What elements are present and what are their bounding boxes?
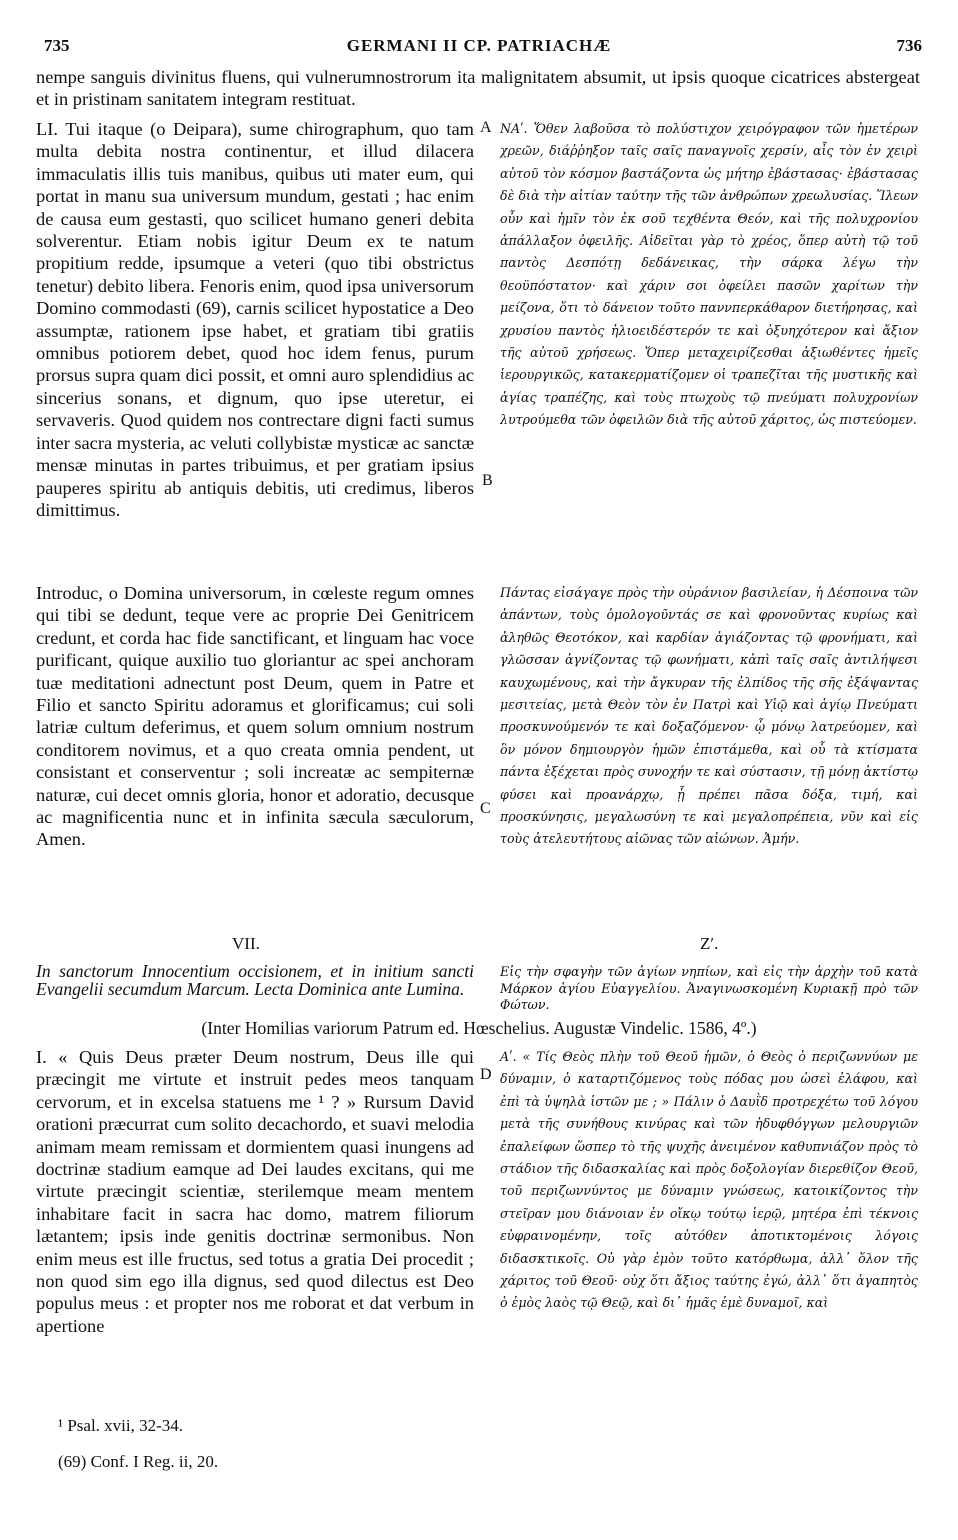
- running-title: GERMANI II CP. PATRIACHÆ: [346, 36, 612, 55]
- page-number-right: 736: [896, 36, 922, 55]
- homily-number-greek: Ζʹ.: [700, 934, 719, 953]
- homily-greek-text: Αʹ. « Τίς Θεὸς πλὴν τοῦ Θεοῦ ἡμῶν, ὁ Θεὸς ὁ περιζωννύων με δύναμιν, ὁ καταρτιζόμενος τοὺς πόδας μου ὡσεὶ ἐλάφου, καὶ ἐπὶ τὰ ὑψηλὰ ἱστῶν με ; » Πάλιν ὁ Δαυῒδ προτρεχέτω τοῦ λόγου μετὰ τῆς συνήθους κινύρας καὶ τῶν ἡδυφθόγγων μελουργιῶν ἐπαλείφων ὥσπερ τὸ τῆς ψυχῆς ἀνειμένον καθυπνιάζον πρὸς τὸ στάδιον τῆς διδασκαλίας καὶ πρὸς δοξολογίαν διερεθίζον Θεοῦ, τοῦ περιζωννύντος με δύναμιν γνώσεως, κατοικίζοντος τὴν στεῖραν μου διάνοιαν ἐν οἴκῳ τούτῳ ἱερῷ, μητέρα ἐπὶ τέκνοις εὐφραινομένην, τοῖς αὐτόθεν ἀποτικτομένοις λόγοις διδασκτικοῖς. Οὐ γὰρ ἐμὸν τοῦτο κατόρθωμα, ἀλλ᾿ ὅλον τῆς χάριτος τοῦ Θεοῦ· οὐχ ὅτι ἄξιος ταύτης ἐγώ, ἀλλ᾿ ὅτι ἀγαπητὸς ὁ ἐμὸς λαὸς τῷ Θεῷ, καὶ δι᾿ ἡμᾶς ἐμὲ δυναμοῖ, καὶ: [500, 1049, 918, 1311]
- margin-mark-a: A: [480, 119, 492, 136]
- homily-number-latin: VII.: [232, 934, 260, 953]
- page-number-left: 735: [44, 36, 70, 55]
- footnote-1: ¹ Psal. xvii, 32-34.: [58, 1416, 184, 1435]
- homily-title-latin: In sanctorum Innocentium occisionem, et in initium sancti Evangelii secumdum Marcum. Lecta Dominica ante Lumina.: [36, 961, 474, 999]
- section-51-latin: LI. Tui itaque (o Deipara), sume chirographum, quo tam multa debita nostra continentur, et illud dilacera immaculatis illis tuis manibus, quibus uti mater eum, qui portat in manu sua universum mundum, gestati ; hac enim de causa eum gestasti, quo scilicet humano generi debita solverentur. Etiam nobis igitur Deum ex te natum propitium redde, ipsumque a veteri (quo tibi obstrictus tenetur) debito libera. Fenoris enim, quod ipsa universorum Domino commodasti (69), carnis scilicet hypostatice a Deo assumptæ, rationem ipse habet, et gratiam tibi gratiis omnibus potiorem debet, quod hoc idem fenus, purum prorsus supra quam dici possit, et omni auro splendidius ac sincerius sonans, et dignum, quo ipse uteretur, ei servaveris. Quod quidem nos contrectare digni facti sumus inter sacra mysteria, ac veluti collybistæ mysticæ ac sanctæ mensæ minutas in partes tribuimus, et per gratiam ipsius pauperes spiritu ab antiquis debitis, uti credimus, liberos dimittimus.: [36, 119, 474, 520]
- footnote-69: (69) Conf. I Reg. ii, 20.: [58, 1452, 219, 1471]
- section-final-greek: Πάντας εἰσάγαγε πρὸς τὴν οὐράνιον βασιλείαν, ἡ Δέσποινα τῶν ἁπάντων, τοὺς ὁμολογοῦντάς σε καὶ φρονοῦντας κυρίως καὶ ἀληθῶς Θεοτόκον, καὶ καρδίαν ἁγιάζοντας τῷ φρονήματι, καὶ γλῶσσαν ἁγνίζοντας τῷ φωνήματι, κἀπὶ ταῖς σαῖς ἀντιλήψεσι καυχωμένους, καὶ τὴν ἄγκυραν τῆς ἐλπίδος τῆς σῆς ἐξάψαντας μεσιτείας, μετὰ Θεὸν τὸν ἐν Πατρὶ καὶ Υἱῷ καὶ ἁγίῳ Πνεύματι προσκυνούμενόν τε καὶ δοξαζόμενον· ᾧ μόνῳ λατρεύομεν, καὶ ὃν μόνον δημιουργὸν ἡμῶν ἐπιστάμεθα, καὶ οὗ τὰ κτίσματα πάντα ἐξέχεται πρὸς συνοχήν τε καὶ σύστασιν, τῇ μόνῃ ἀκτίστῳ φύσει καὶ προανάρχῳ, ᾗ πρέπει πᾶσα δόξα, τιμή, καὶ προσκύνησις, μεγαλωσύνη τε καὶ μεγαλοπρέπεια, νῦν καὶ εἰς τοὺς ἀτελευτήτους αἰῶνας τῶν αἰώνων. Ἀμήν.: [500, 585, 918, 847]
- margin-mark-b: B: [482, 472, 493, 489]
- section-51-greek: ΝΑʹ. Ὅθεν λαβοῦσα τὸ πολύστιχον χειρόγραφον τῶν ἡμετέρων χρεῶν, διάῤῥηξον ταῖς σαῖς παναγνοῖς χερσίν, αἷς τὸν ἐν χειρὶ αὐτοῦ τὸν κόσμον βαστάζοντα ὡς μήτηρ ἐβάστασας· ἐβάστασας δὲ διὰ τὴν αἰτίαν ταύτην τῆς τῶν ἀνθρώπων χρεωλυσίας. Ἵλεων οὖν καὶ ἡμῖν τὸν ἐκ σοῦ τεχθέντα Θεόν, καὶ τῆς πολυχρονίου ἀπάλλαξον ὀφειλῆς. Αἰδεῖται γὰρ τὸ χρέος, ὅπερ αὐτὴ τῷ τοῦ παντὸς Δεσπότῃ δεδάνεικας, τὴν σάρκα λέγω τὴν θεοϋπόστατον· καὶ χάριν σοι ὀφείλει πασῶν χαρίτων τὴν μείζονα, ὅτι τὸ δάνειον τοῦτο παννπερκάθαρον διετήρησας, καὶ χρυσίου παντὸς ἡλιοειδέστερόν τε καὶ ὀξυηχότερον καὶ ἄξιον τῆς αὐτοῦ χρήσεως. Ὅπερ μεταχειρίζεσθαι ἀξιωθέντες ἡμεῖς ἱερουργικῶς, κατακερματίζομεν οἱ τραπεζῖται τῆς μυστικῆς καὶ ἁγίας τραπέζης, καὶ τοὺς πτωχοὺς τῷ πνεύματι πολυχρονίων λυτρούμεθα τῶν ὀφειλῶν διὰ τῆς αὐτοῦ χάριτος, ὡς πιστεύομεν.: [500, 121, 918, 428]
- homily-title-greek: Εἰς τὴν σφαγὴν τῶν ἁγίων νηπίων, καὶ εἰς τὴν ἀρχὴν τοῦ κατὰ Μάρκον ἁγίου Εὐαγγελίου. Ἀναγινωσκομένη Κυριακῇ πρὸ τῶν Φώτων.: [500, 964, 918, 1012]
- intro-paragraph: nempe sanguis divinitus fluens, qui vulnerumnostrorum ita malignitatem absumit, ut ipsis quoque cicatrices abstergeat et in pristinam sanitatem integram restituat.: [36, 67, 920, 109]
- edition-source-note: (Inter Homilias variorum Patrum ed. Hœschelius. Augustæ Vindelic. 1586, 4º.): [201, 1018, 757, 1038]
- margin-mark-d: D: [480, 1066, 492, 1083]
- homily-latin-text: I. « Quis Deus præter Deum nostrum, Deus ille qui præcingit me virtute et instruit pedes meos tanquam cervorum, et in excelsa statuens me ¹ ? » Rursum David orationi præcurrat cum solito decachordo, et suavi melodia animam meam remissam et dormientem quasi inungens ad doctrinæ stadium eamque ad Dei laudes excitans, qui me virtute præcingit scientiæ, sterilemque meam mentem inhabitare facit in sacra hac domo, matrem filiorum lætantem; ipsis inde genitis doctrinæ sermonibus. Non enim meus est ille fructus, sed totus a gratia Dei procedit ; non quod sim ego illa dignus, sed quod dilectus est Deo populus meus : et propter nos me roborat et dat verbum in apertione: [36, 1047, 474, 1336]
- margin-mark-c: C: [480, 800, 491, 817]
- section-final-latin: Introduc, o Domina universorum, in cœleste regum omnes qui tibi se dedunt, teque vere ac proprie Dei Genitricem credunt, et corda hac fide sanctificant, et linguam hac voce purificant, quique auxilio tuo gloriantur ac spei anchoram tuæ meditationi adnectunt post Deum, quem in Patre et Filio et sancto Spiritu adoramus et glorificamus; cui soli latriæ cultum deferimus, et quem solum omnium nostrum conditorem novimus, et a quo creata omnia pendent, ut consistant et conserventur ; soli increatæ ac sempiternæ naturæ, cui decet omnis gloria, honor et adoratio, decusque ac magnificentia nunc et in infinita sæcula sæculorum, Amen.: [36, 583, 474, 850]
